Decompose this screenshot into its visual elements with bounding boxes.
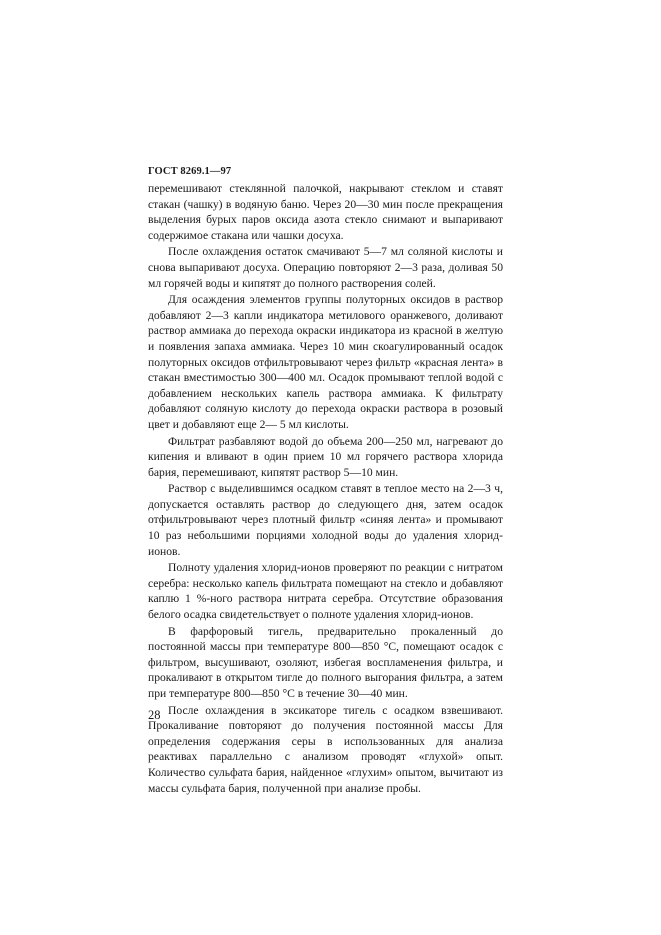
document-body — [148, 181, 503, 797]
paragraph-crucible: В фарфоровый тигель, предварительно прокаленный до постоянной массы при температуре 800—850 °С, помещают осадок с фильтром, высушивают, озоляют, избегая воспламенения фильтра, и прокаливают в открытом тигле до полного выгорания фильтра, а затем при температуре 800—850 °С в течение 30—40 мин. — [148, 624, 503, 700]
paragraph-chloride-check: Полноту удаления хлорид-ионов проверяют по реакции с нитратом серебра: несколько капель фильтрата помещают на стекло и добавляют каплю 1 %-ного раствора нитрата серебра. Отсутствие образования белого осадка свидетельствует о полноте удаления хлорид-ионов. — [148, 561, 503, 622]
paragraph-evaporation: После охлаждения остаток смачивают 5—7 мл соляной кислоты и снова выпаривают досуха. Операцию повторяют 2—3 раза, доливая 50 мл горячей воды и кипятят до полного растворения солей. — [148, 245, 503, 290]
paragraph-continuation: перемешивают стеклянной палочкой, накрывают стеклом и ставят стакан (чашку) в водяную баню. Через 20—30 мин после прекращения выделения бурых паров оксида азота стекло снимают и выпаривают содержимое стакана или чашки досуха. — [148, 182, 503, 242]
document-header: ГОСТ 8269.1—97 — [148, 166, 232, 177]
paragraph-weighing: После охлаждения в эксикаторе тигель с осадком взвешивают. Прокаливание повторяют до получения постоянной массы Для определения содержания серы в использованных для анализа реактивах параллельно с анализом проводят «глухой» опыт. Количество сульфата бария, найденное «глухим» опытом, вычитают из массы сульфата бария, полученной при анализе пробы. — [148, 703, 503, 795]
paragraph-oxide-precipitation: Для осаждения элементов группы полуторных оксидов в раствор добавляют 2—3 капли индикатора метилового оранжевого, доливают раствор аммиака до перехода окраски индикатора из красной в желтую и появления запаха аммиака. Через 10 мин скоагулированный осадок полуторных оксидов отфильтровывают через фильтр «красная лента» в стакан вместимостью 300—400 мл. Осадок промывают теплой водой с добавлением нескольких капель раствора аммиака. К фильтрату добавляют соляную кислоту до перехода окраски раствора в розовый цвет и добавляют еще 2— 5 мл кислоты. — [148, 293, 503, 431]
paragraph-barium-chloride: Фильтрат разбавляют водой до объема 200—250 мл, нагревают до кипения и вливают в один прием 10 мл горячего раствора хлорида бария, перемешивают, кипятят раствор 5—10 мин. — [148, 434, 503, 479]
page-number: 28 — [148, 708, 161, 722]
paragraph-filtration: Раствор с выделившимся осадком ставят в теплое место на 2—3 ч, допускается оставлять раствор до следующего дня, затем осадок отфильтровывают через плотный фильтр «синяя лента» и промывают 10 раз небольшими порциями холодной воды до удаления хлорид-ионов. — [148, 482, 503, 558]
